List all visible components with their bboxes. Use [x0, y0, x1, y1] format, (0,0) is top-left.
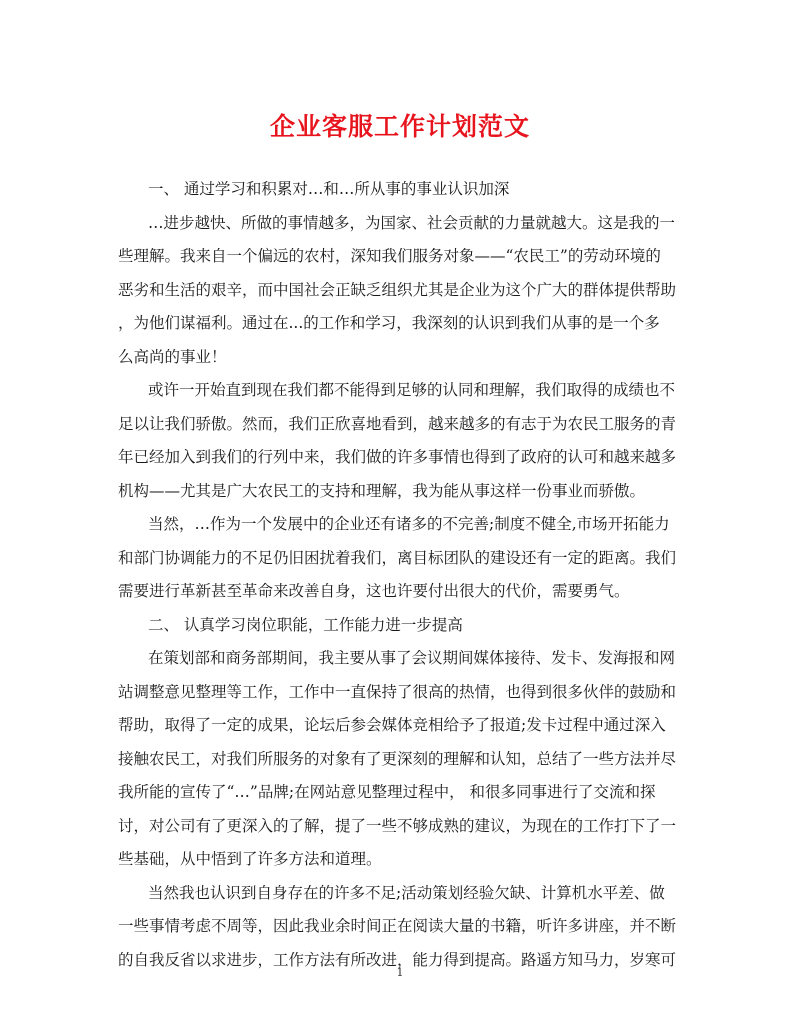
- text-line: 恶劣和生活的艰辛，而中国社会正缺乏组织尤其是企业为这个广大的群体提供帮助: [118, 280, 677, 299]
- text-line: 一些事情考虑不周等，因此我业余时间正在阅读大量的书籍，听许多讲座，并不断: [118, 917, 677, 935]
- text-line: 当然我也认识到自身存在的许多不足;活动策划经验欠缺、计算机水平差、做: [148, 883, 665, 902]
- text-line: 讨，对公司有了更深入的了解，提了一些不够成熟的建议，为现在的工作打下了一: [118, 816, 677, 835]
- text-line: …进步越快、所做的事情越多，为国家、社会贡献的力量就越大。这是我的一: [148, 213, 676, 232]
- text-line: 足以让我们骄傲。然而，我们正欣喜地看到，越来越多的有志于为农民工服务的青: [118, 414, 677, 433]
- text-line: 机构——尤其是广大农民工的支持和理解，我为能从事这样一份事业而骄傲。: [118, 481, 646, 500]
- text-line: 在策划部和商务部期间，我主要从事了会议期间媒体接待、发卡、发海报和网: [148, 649, 676, 667]
- text-line: 些基础，从中悟到了许多方法和道理。: [118, 850, 382, 868]
- page-number: 1: [396, 966, 404, 979]
- text-line: 些理解。我来自一个偏远的农村，深知我们服务对象——“农民工”的劳动环境的: [118, 247, 661, 265]
- text-line: 二、 认真学习岗位职能，工作能力进一步提高: [148, 615, 463, 634]
- text-line: 接触农民工，对我们所服务的对象有了更深刻的理解和认知，总结了一些方法并尽: [118, 749, 677, 768]
- text-line: ，为他们谋福利。通过在...的工作和学习，我深刻的认识到我们从事的是一个多: [118, 314, 660, 332]
- text-line: 和部门协调能力的不足仍旧困扰着我们，离目标团队的建设还有一定的距离。我们: [118, 548, 677, 567]
- text-line: 我所能的宣传了“…”品牌;在网站意见整理过程中， 和很多同事进行了交流和探: [118, 783, 656, 801]
- text-line: 的自我反省以求进步，工作方法有所改进，能力得到提高。路遥方知马力，岁寒可: [118, 950, 677, 969]
- text-line: 站调整意见整理等工作，工作中一直保持了很高的热情，也得到很多伙伴的鼓励和: [118, 682, 677, 701]
- text-line: 需要进行革新甚至革命来改善自身，这也许要付出很大的代价，需要勇气。: [118, 582, 630, 600]
- text-line: 帮助，取得了一定的成果，论坛后参会媒体竞相给予了报道;发卡过程中通过深入: [118, 716, 666, 734]
- text-line: 一、 通过学习和积累对…和…所从事的事业认识加深: [148, 180, 510, 198]
- text-line: 年已经加入到我们的行列中来，我们做的许多事情也得到了政府的认可和越来越多: [118, 448, 677, 466]
- text-line: 么高尚的事业！: [118, 347, 227, 366]
- document-body: [118, 173, 688, 977]
- text-line: 当然，…作为一个发展中的企业还有诸多的不完善;制度不健全,市场开拓能力: [148, 515, 670, 533]
- document-title: 企业客服工作计划范文: [269, 112, 530, 141]
- text-line: 或许一开始直到现在我们都不能得到足够的认同和理解，我们取得的成绩也不: [148, 381, 676, 399]
